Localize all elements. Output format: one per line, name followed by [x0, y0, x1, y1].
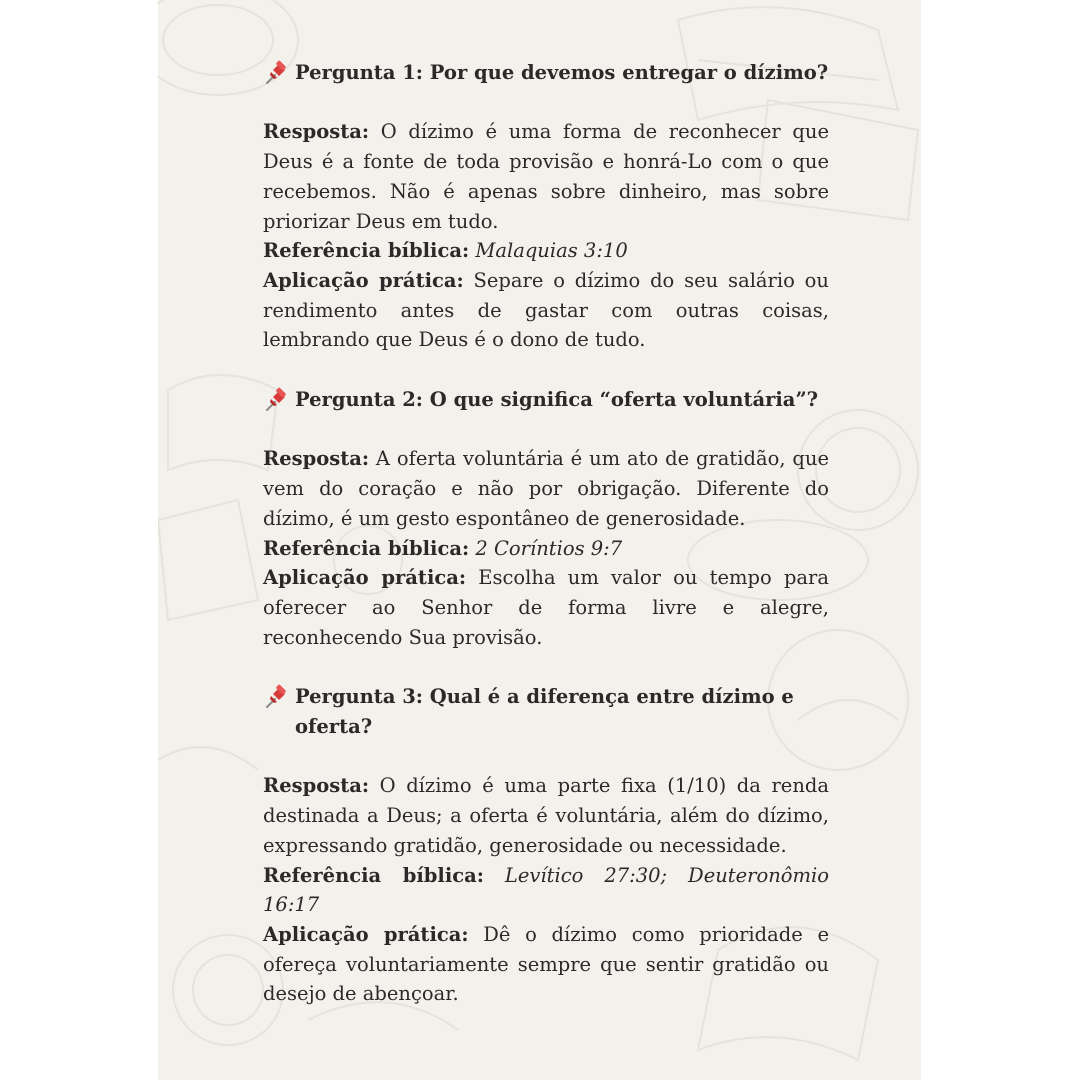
answer-label: Resposta:: [263, 774, 370, 798]
answer-label: Resposta:: [263, 120, 370, 144]
section-gap: [263, 652, 829, 682]
application-text: Escolha um valor ou tempo para oferecer ao Senhor de forma livre e alegre, reconhecendo Sua provisão.: [263, 566, 829, 649]
question-title-3: [263, 682, 829, 741]
question-title-text: Pergunta 1: Por que devemos entregar o dízimo?: [295, 61, 829, 84]
pushpin-icon: [263, 60, 289, 86]
question-title-text: Pergunta 2: O que significa “oferta voluntária”?: [295, 388, 819, 412]
spacer: [263, 415, 829, 445]
answer-text: O dízimo é uma parte fixa (1/10) da renda destinada a Deus; a oferta é voluntária, além do dízimo, expressando gratidão, generosidade ou necessidade.: [263, 774, 829, 857]
reference-label: Referência bíblica:: [263, 239, 470, 263]
answer-paragraph: [263, 444, 829, 533]
question-block-1: [263, 58, 829, 355]
reference-paragraph: [263, 534, 829, 564]
reference-text: 2 Coríntios 9:7: [469, 536, 623, 560]
reference-text: Levítico 27:30; Deuteronômio 16:17: [263, 863, 829, 917]
answer-paragraph: [263, 117, 829, 236]
reference-paragraph: [263, 236, 829, 266]
reference-text: Malaquias 3:10: [469, 239, 628, 263]
question-title-1: [263, 58, 829, 88]
pushpin-icon: [263, 684, 289, 710]
reference-paragraph: [263, 861, 829, 920]
question-title-text: Pergunta 3: Qual é a diferença entre dízimo e oferta?: [295, 685, 794, 739]
answer-text: A oferta voluntária é um ato de gratidão, que vem do coração e não por obrigação. Diferente do dízimo, é um gesto espontâneo de generosidade.: [263, 447, 829, 530]
document-page: [158, 0, 921, 1080]
answer-text: O dízimo é uma forma de reconhecer que Deus é a fonte de toda provisão e honrá-Lo com o que recebemos. Não é apenas sobre dinheiro, mas sobre priorizar Deus em tudo.: [263, 120, 829, 233]
question-title-2: [263, 385, 829, 415]
application-paragraph: [263, 266, 829, 355]
application-text: Dê o dízimo como prioridade e ofereça voluntariamente sempre que sentir gratidão ou desejo de abençoar.: [263, 922, 830, 1006]
reference-label: Referência bíblica:: [263, 536, 470, 560]
application-text: Separe o dízimo do seu salário ou rendimento antes de gastar com outras coisas, lembrando que Deus é o dono de tudo.: [263, 268, 829, 352]
answer-label: Resposta:: [263, 447, 370, 471]
answer-paragraph: [263, 771, 829, 860]
reference-label: Referência bíblica:: [263, 863, 484, 887]
question-block-3: [263, 682, 829, 1009]
application-label: Aplicação prática:: [263, 566, 467, 590]
question-block-2: [263, 385, 829, 652]
spacer: [263, 88, 829, 118]
qa-content: [263, 58, 829, 1009]
application-label: Aplicação prática:: [263, 268, 464, 292]
application-paragraph: [263, 563, 829, 652]
application-paragraph: [263, 920, 829, 1009]
pushpin-icon: [263, 387, 289, 413]
application-label: Aplicação prática:: [263, 922, 469, 946]
spacer: [263, 742, 829, 772]
section-gap: [263, 355, 829, 385]
